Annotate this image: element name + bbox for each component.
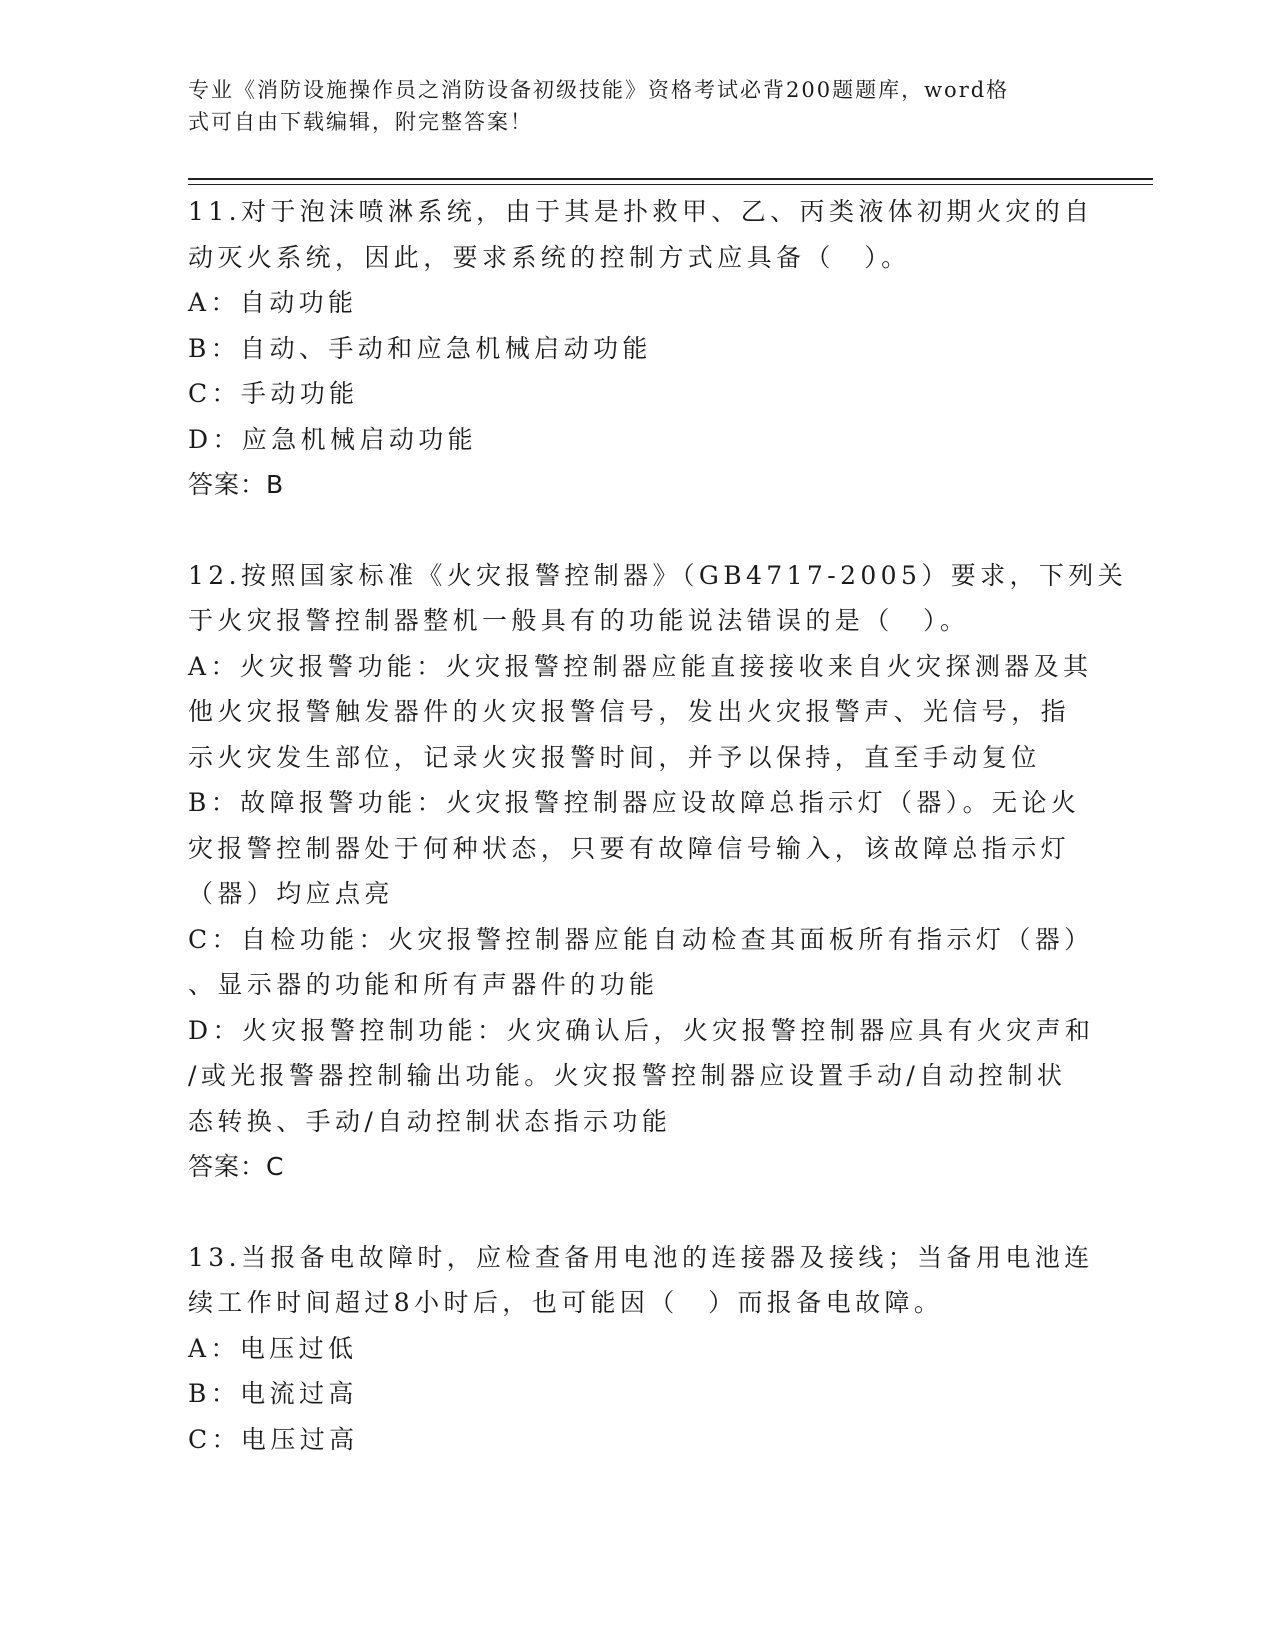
option-b: 灾报警控制器处于何种状态，只要有故障信号输入，该故障总指示灯 (188, 833, 1071, 863)
question-stem: 于火灾报警控制器整机一般具有的功能说法错误的是（ ）。 (188, 606, 970, 635)
question-stem: 动灭火系统，因此，要求系统的控制方式应具备（ ）。 (188, 242, 911, 272)
option-d: D：火灾报警控制功能：火灾确认后，火灾报警控制器应具有火灾声和 (188, 1015, 1095, 1045)
answer-line: 答案：C (188, 1152, 285, 1181)
option-a: 他火灾报警触发器件的火灾报警信号，发出火灾报警声、光信号，指 (188, 697, 1071, 726)
header-line-2: 式可自由下载编辑，附完整答案！ (188, 110, 533, 134)
option-d: 态转换、手动/自动控制状态指示功能 (188, 1106, 672, 1136)
answer-line: 答案：B (188, 470, 285, 499)
question-item (188, 189, 1094, 508)
option-c: C：手动功能 (188, 379, 359, 408)
option-b: B：自动、手动和应急机械启动功能 (188, 333, 652, 363)
option-c: C：自检功能：火灾报警控制器应能自动检查其面板所有指示灯（器） (188, 924, 1094, 954)
option-a: A：电压过低 (188, 1333, 358, 1363)
header-rule-thick (188, 178, 1153, 180)
option-a: A：火灾报警功能：火灾报警控制器应能直接接收来自火灾探测器及其 (188, 651, 1093, 681)
question-item (188, 553, 1128, 1190)
option-b: B：故障报警功能：火灾报警控制器应设故障总指示灯（器）。无论火 (188, 788, 1081, 817)
option-d: /或光报警器控制输出功能。火灾报警控制器应设置手动/自动控制状 (188, 1061, 1067, 1090)
option-b: B：电流过高 (188, 1379, 358, 1408)
question-stem: 12.按照国家标准《火灾报警控制器》（GB4717-2005）要求，下列关 (188, 560, 1128, 590)
question-stem: 续工作时间超过8小时后，也可能因（ ）而报备电故障。 (188, 1288, 944, 1317)
header-line-1: 专业《消防设施操作员之消防设备初级技能》资格考试必背200题题库，word格 (188, 78, 1010, 102)
page-header (188, 74, 1068, 138)
question-item (188, 1235, 1094, 1463)
option-c: C：电压过高 (188, 1424, 359, 1454)
option-d: D：应急机械启动功能 (188, 424, 478, 454)
option-a: A：自动功能 (188, 288, 358, 317)
header-rule-thin (188, 184, 1153, 185)
question-list (188, 189, 1128, 1462)
option-a: 示火灾发生部位，记录火灾报警时间，并予以保持，直至手动复位 (188, 742, 1041, 772)
question-stem: 11.对于泡沫喷淋系统，由于其是扑救甲、乙、丙类液体初期火灾的自 (188, 197, 1094, 226)
question-stem: 13.当报备电故障时，应检查备用电池的连接器及接线；当备用电池连 (188, 1242, 1094, 1272)
option-c: 、显示器的功能和所有声器件的功能 (188, 970, 659, 999)
option-b: （器）均应点亮 (188, 879, 394, 908)
